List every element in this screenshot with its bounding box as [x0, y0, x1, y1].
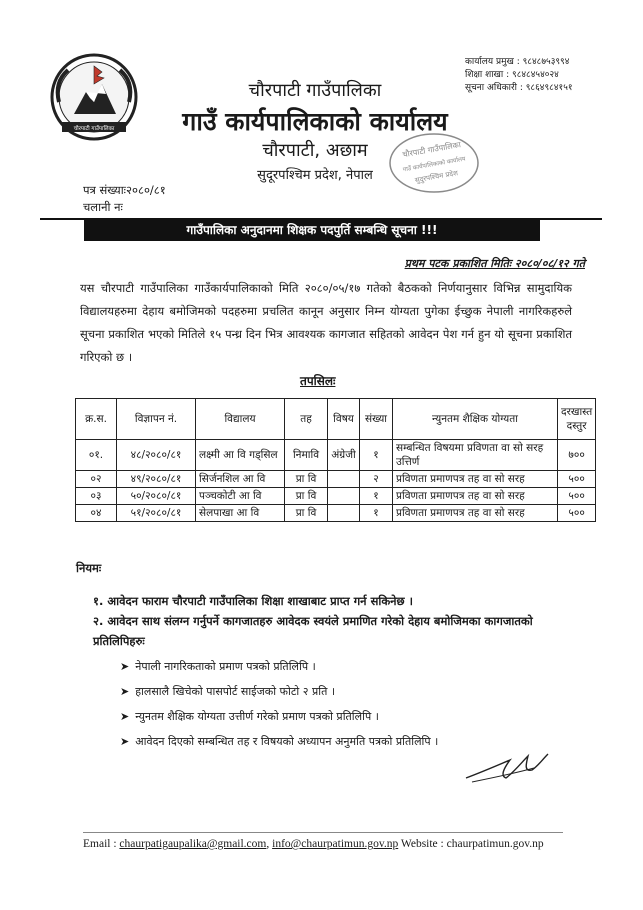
cell: प्रविणता प्रमाणपत्र तह वा सो सरह [393, 505, 558, 522]
vacancy-table [75, 398, 596, 522]
contact-label: सूचना अधिकारी [465, 83, 517, 93]
cell: सम्बन्धित विषयमा प्रविणता वा सो सरह उत्तिर्ण [393, 440, 558, 471]
table-row [76, 488, 596, 505]
intro-paragraph: यस चौरपाटी गाउँपालिका गाउँकार्यपालिकाको मिति २०८०/०५/१७ गतेको बैठकको निर्णयानुसार विभिन्न सामुदायिक विद्यालयहरुमा देहाय बमोजिमको पदहरुमा प्रचलित कानून अनुसार निम्न योग्यता पुगेका ईच्छुक नेपाली नागरिकहरुले सूचना प्रकाशित भएको मितिले १५ पन्ध्र दिन भित्र आवश्यक कागजात सहितको आवेदन पेश गर्न हुन यो सूचना प्रकाशित गरिएको छ । [80, 281, 572, 364]
table-header-row [76, 399, 596, 440]
cell: ०१. [76, 440, 117, 471]
document-text: नेपाली नागरिकताको प्रमाण पत्रको प्रतिलिपि । [135, 660, 316, 673]
letter-number: पत्र संख्याः२०८०/८१ [83, 183, 166, 197]
table-row [76, 471, 596, 488]
seal-line: गाउँ कार्यपालिकाको कार्यालय [402, 155, 467, 174]
cell [328, 471, 360, 488]
cell: निमावि [285, 440, 328, 471]
cell: ५०/२०८०/८१ [117, 488, 196, 505]
cell: ४८/२०८०/८१ [117, 440, 196, 471]
office-title: गाउँ कार्यपालिकाको कार्यालय [182, 107, 448, 136]
cell: ०४ [76, 505, 117, 522]
cell: पञ्चकोटी आ वि [196, 488, 285, 505]
seal-line: चौरपाटी गाउँपालिका [401, 140, 462, 160]
col-header: विषय [328, 399, 360, 440]
cell: अंग्रेजी [328, 440, 360, 471]
office-address: चौरपाटी, अछाम [262, 140, 368, 161]
subject-banner: गाउँपालिका अनुदानमा शिक्षक पदपुर्ति सम्बन्धि सूचना !!! [84, 220, 540, 241]
contact-row: कार्यालय प्रमुख : ९८४८७५३९९४ [465, 57, 570, 67]
footer [83, 838, 573, 850]
email-label: Email : [83, 838, 117, 850]
cell: १ [360, 505, 393, 522]
arrow-bullet-icon: ➤ [120, 735, 130, 748]
contact-row: शिक्षा शाखा : ९८४८४५४०२४ [465, 70, 559, 80]
reference-block [83, 182, 166, 216]
col-header: संख्या [360, 399, 393, 440]
office-province: सुदूरपश्चिम प्रदेश, नेपाल [257, 168, 373, 183]
cell: प्रविणता प्रमाणपत्र तह वा सो सरह [393, 488, 558, 505]
contact-value: ९८४८४५४०२४ [512, 70, 559, 80]
cell: १ [360, 440, 393, 471]
contact-row: सूचना अधिकारी : ९८६४९८४१५१ [465, 83, 573, 93]
col-header: दरखास्त दस्तुर [558, 399, 596, 440]
col-header: न्युनतम शैक्षिक योग्यता [393, 399, 558, 440]
col-header: क्र.स. [76, 399, 117, 440]
office-name: चौरपाटी गाउँपालिका [248, 80, 382, 101]
cell: प्रविणता प्रमाणपत्र तह वा सो सरह [393, 471, 558, 488]
cell [328, 488, 360, 505]
separator: , [266, 838, 270, 850]
cell: प्रा वि [285, 505, 328, 522]
col-header: विद्यालय [196, 399, 285, 440]
arrow-bullet-icon: ➤ [120, 660, 130, 673]
website-label: Website : [400, 838, 444, 850]
arrow-bullet-icon: ➤ [120, 710, 130, 723]
col-header: विज्ञापन नं. [117, 399, 196, 440]
document-text: हालसालै खिचेको पासपोर्ट साईजको फोटो २ प्रति । [135, 685, 336, 698]
cell: प्रा वि [285, 471, 328, 488]
contact-value: ९८६४९८४१५१ [525, 83, 573, 93]
table-row [76, 440, 596, 471]
cell: ७०० [558, 440, 596, 471]
municipality-emblem [44, 52, 144, 144]
cell: ५१/२०८०/८१ [117, 505, 196, 522]
cell: ५०० [558, 471, 596, 488]
footer-divider [83, 832, 563, 833]
document-item [120, 659, 316, 674]
dispatch-number: चलानी नः [83, 200, 123, 214]
office-seal [388, 132, 480, 194]
cell [328, 505, 360, 522]
published-date: प्रथम पटक प्रकाशित मितिः २०८०/०८/१२ गते [404, 257, 585, 270]
contact-label: कार्यालय प्रमुख [465, 57, 514, 67]
cell: ५०० [558, 488, 596, 505]
email-link-1[interactable]: chaurpatigaupalika@gmail.com [119, 838, 267, 850]
contact-label: शिक्षा शाखा [465, 70, 504, 80]
table-row [76, 505, 596, 522]
contact-value: ९८४८७५३९९४ [522, 57, 570, 67]
signature [462, 742, 552, 788]
rule-item: १. आवेदन फाराम चौरपाटी गाउँपालिका शिक्षा शाखाबाट प्राप्त गर्न सकिनेछ । [93, 594, 413, 608]
cell: सिर्जनशिल आ वि [196, 471, 285, 488]
document-item [120, 734, 438, 749]
arrow-bullet-icon: ➤ [120, 685, 130, 698]
cell: लक्ष्मी आ वि गड्सिल [196, 440, 285, 471]
website-link[interactable]: chaurpatimun.gov.np [446, 838, 544, 850]
details-heading: तपसिलः [300, 374, 336, 388]
cell: प्रा वि [285, 488, 328, 505]
rule-item: २. आवेदन साथ संलग्न गर्नुपर्ने कागजातहरु आवेदक स्वयंले प्रमाणित गरेको देहाय बमोजिमका कागजातको प्रतिलिपिहरुः [93, 614, 533, 648]
contact-list [465, 56, 573, 95]
cell: सेलपाखा आ वि [196, 505, 285, 522]
document-item [120, 684, 335, 699]
document-item [120, 709, 379, 724]
cell: २ [360, 471, 393, 488]
col-header: तह [285, 399, 328, 440]
document-text: आवेदन दिएको सम्बन्धित तह र विषयको अध्यापन अनुमति पत्रको प्रतिलिपि । [135, 735, 439, 748]
cell: १ [360, 488, 393, 505]
rules-heading: नियमः [76, 561, 102, 575]
cell: ५०० [558, 505, 596, 522]
seal-line: सुदुरपश्चिम प्रदेश [414, 169, 459, 185]
cell: ४९/२०८०/८१ [117, 471, 196, 488]
cell: ०३ [76, 488, 117, 505]
email-link-2[interactable]: info@chaurpatimun.gov.np [272, 838, 399, 850]
document-text: न्युनतम शैक्षिक योग्यता उत्तीर्ण गरेको प्रमाण पत्रको प्रतिलिपि । [135, 710, 379, 723]
cell: ०२ [76, 471, 117, 488]
emblem-caption: चौरपाटी गाउँपालिका [73, 126, 115, 132]
